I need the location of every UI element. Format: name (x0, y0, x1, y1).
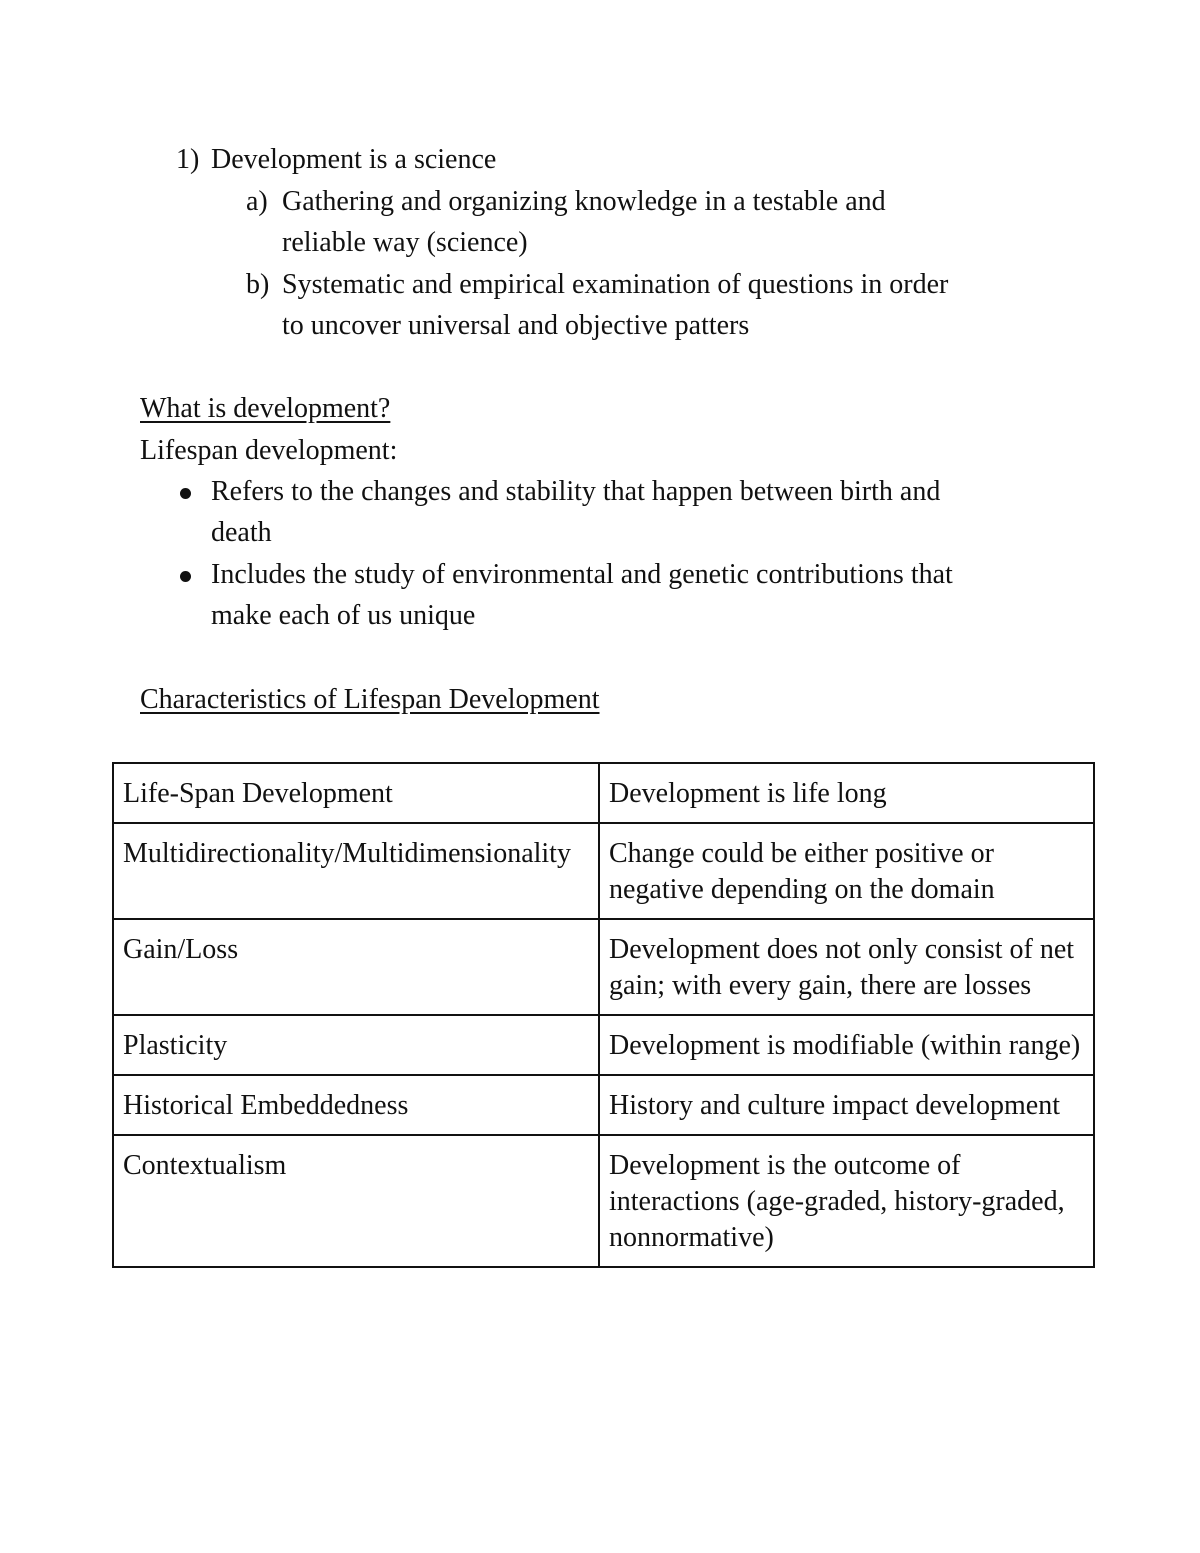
term-cell: Contextualism (113, 1135, 599, 1267)
bullet-item-1-line2: death (211, 517, 272, 548)
list-item-text: Development is a science (211, 144, 497, 175)
description-cell: Development is modifiable (within range) (599, 1015, 1094, 1075)
bullet-item-2-line1: Includes the study of environmental and genetic contributions that (211, 559, 953, 590)
sublist-item-a-line1: Gathering and organizing knowledge in a testable and (282, 186, 886, 217)
sublist-item-a-line2: reliable way (science) (282, 227, 528, 258)
term-cell: Gain/Loss (113, 919, 599, 1015)
sublist-item-b-line1: Systematic and empirical examination of questions in order (282, 269, 949, 300)
bullet-icon (180, 571, 191, 582)
description-cell: Development is the outcome of interactions (age-graded, history-graded, nonnormative) (599, 1135, 1094, 1267)
description-cell: Change could be either positive or negative depending on the domain (599, 823, 1094, 919)
list-number-1: 1) (176, 144, 200, 175)
term-cell: Historical Embeddedness (113, 1075, 599, 1135)
sublist-label-b: b) (246, 269, 270, 300)
bullet-item-2-line2: make each of us unique (211, 600, 476, 631)
description-cell: Development is life long (599, 763, 1094, 823)
description-cell: History and culture impact development (599, 1075, 1094, 1135)
sublist-item-b-line2: to uncover universal and objective patters (282, 310, 750, 341)
description-cell: Development does not only consist of net gain; with every gain, there are losses (599, 919, 1094, 1015)
term-cell: Multidirectionality/Multidimensionality (113, 823, 599, 919)
characteristics-table (112, 762, 1095, 1268)
table-section-heading: Characteristics of Lifespan Development (140, 684, 600, 715)
bullet-icon (180, 488, 191, 499)
table-row (113, 1015, 1094, 1075)
table-row (113, 763, 1094, 823)
table-row (113, 823, 1094, 919)
term-cell: Plasticity (113, 1015, 599, 1075)
sublist-label-a: a) (246, 186, 268, 217)
section-heading: What is development? (140, 393, 391, 424)
table-row (113, 1075, 1094, 1135)
table-row (113, 1135, 1094, 1267)
term-cell: Life-Span Development (113, 763, 599, 823)
table-row (113, 919, 1094, 1015)
bullet-item-1-line1: Refers to the changes and stability that happen between birth and (211, 476, 941, 507)
section-subheading: Lifespan development: (140, 435, 398, 466)
